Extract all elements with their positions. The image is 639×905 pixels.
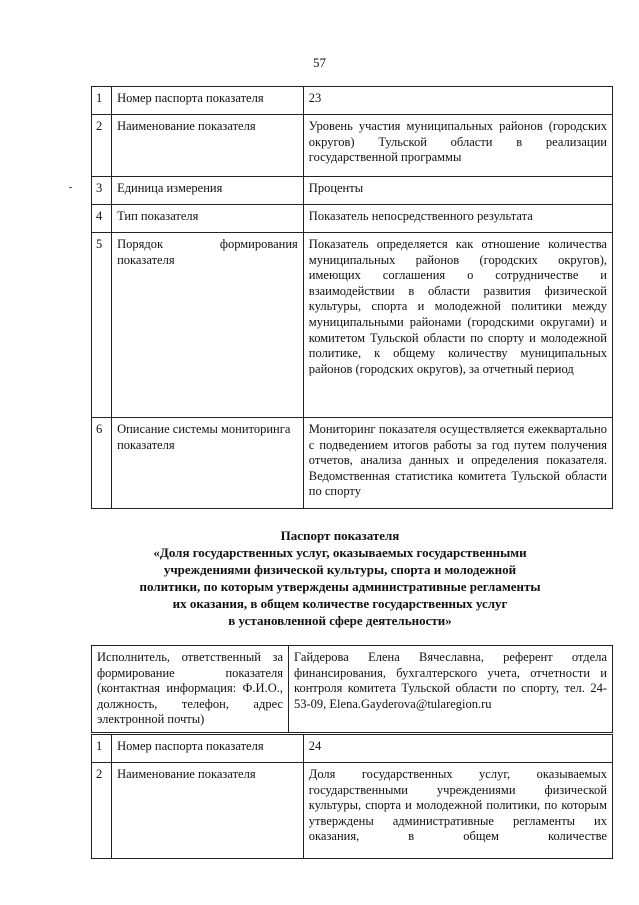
table-row [92,205,613,233]
row-number: 5 [92,233,112,418]
row-label: Номер паспорта показателя [112,87,304,115]
executor-value: Гайдерова Елена Вячеславна, референт отдела финансирования, бухгалтерского учета, отчетности и контроля комитета Тульской области по спорту, тел. 24-53-09, Elena.Gayderova@tularegion.ru [289,646,613,733]
table-row [92,115,613,177]
row-label: Порядок формирования показателя [112,233,304,418]
row-number: 3 [92,177,112,205]
row-value: 23 [303,87,612,115]
section-title-line: учреждениями физической культуры, спорта и молодежной [163,562,517,577]
row-label: Описание системы мониторинга показателя [112,418,304,509]
table-row [92,763,613,859]
row-value: 24 [303,735,612,763]
row-label: Наименование показателя [112,763,304,859]
row-label: Тип показателя [112,205,304,233]
section-title-line: Паспорт показателя [280,528,400,543]
table-row [92,177,613,205]
table-row [92,87,613,115]
row-number: 6 [92,418,112,509]
row-value: Доля государственных услуг, оказываемых государственными учреждениями физической культуры, спорта и молодежной политики, по которым утверждены административные регламенты их оказания, в общем количестве [303,763,612,859]
indicator-passport-table-23 [91,86,613,509]
row-number: 1 [92,87,112,115]
section-title-line: «Доля государственных услуг, оказываемых государственными [153,545,527,560]
row-value: Мониторинг показателя осуществляется ежеквартально с подведением итогов работы за год путем получения отчетов, анализа данных и определения показателя. Ведомственная статистика комитета Тульской области по спорту [303,418,612,509]
indicator-passport-table-24 [91,734,613,859]
row-number: 1 [92,735,112,763]
row-value: Проценты [303,177,612,205]
row-value: Показатель непосредственного результата [303,205,612,233]
section-title-line: политики, по которым утверждены административные регламенты [139,579,541,594]
table-row [92,418,613,509]
table-row [92,233,613,418]
section-title-line: в установленной сфере деятельности» [228,613,452,628]
section-title-line: их оказания, в общем количестве государственных услуг [172,596,508,611]
row-value: Уровень участия муниципальных районов (городских округов) Тульской области в реализации государственной программы [303,115,612,177]
section-title [60,527,620,629]
table-row [92,735,613,763]
table-row [92,646,613,733]
executor-table [91,645,613,733]
executor-label: Исполнитель, ответственный за формирование показателя (контактная информация: Ф.И.О., должность, телефон, адрес электронной почты) [92,646,289,733]
row-number: 2 [92,115,112,177]
row-label: Единица измерения [112,177,304,205]
row-label: Номер паспорта показателя [112,735,304,763]
margin-mark [69,187,72,188]
row-number: 2 [92,763,112,859]
row-number: 4 [92,205,112,233]
page-number: 57 [313,55,326,70]
row-value: Показатель определяется как отношение количества муниципальных районов (городских округов), имеющих соглашения о сотрудничестве и взаимодействии в области развития физической культуры, спорта и молодежной политики между муниципальными районами (городскими округами) и комитетом Тульской области по спорту и молодежной политике, к общему количеству муниципальных районов (городских округов), за отчетный период [303,233,612,418]
row-label: Наименование показателя [112,115,304,177]
